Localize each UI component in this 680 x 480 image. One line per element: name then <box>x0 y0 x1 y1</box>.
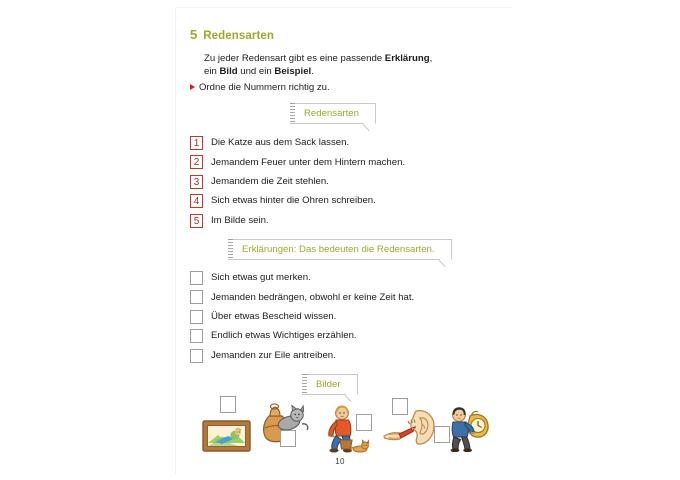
intro-line1-a: Zu jeder Redensart gibt es eine passende <box>204 52 385 64</box>
intro-bold-beispiel: Beispiel <box>274 66 312 78</box>
worksheet-content <box>190 28 490 395</box>
number-box: 4 <box>190 194 203 208</box>
bilder-strip <box>202 392 502 454</box>
number-box: 1 <box>190 136 203 150</box>
answer-box[interactable] <box>190 290 203 304</box>
picture-answer-box[interactable] <box>356 414 372 431</box>
intro-bold-bild: Bild <box>219 66 238 78</box>
label-erklaerungen-wrap <box>228 239 490 260</box>
list-item-label: Über etwas Bescheid wissen. <box>211 311 337 322</box>
erklaerungen-list <box>190 268 490 365</box>
exercise-title: Redensarten <box>203 30 274 42</box>
list-item-label: Jemandem die Zeit stehlen. <box>211 176 329 188</box>
intro-line1-b: , <box>429 52 433 64</box>
list-item <box>190 288 490 307</box>
list-item-label: Im Bilde sein. <box>211 214 269 226</box>
list-item <box>190 307 490 326</box>
exercise-number: 5 <box>190 27 198 42</box>
answer-box[interactable] <box>190 349 203 363</box>
picture-answer-box[interactable] <box>434 426 450 443</box>
list-item-label: Jemanden zur Eile antreiben. <box>211 349 336 361</box>
number-box: 5 <box>190 214 203 228</box>
person-carrying-clock-illustration <box>440 404 494 452</box>
task-instruction-text: Ordne die Nummern richtig zu. <box>199 81 330 93</box>
list-item <box>190 211 490 230</box>
triangle-bullet-icon <box>190 84 195 90</box>
list-item-label: Die Katze aus dem Sack lassen. <box>211 137 350 149</box>
intro-line2-a: ein <box>204 66 220 78</box>
list-item <box>190 192 490 211</box>
picture-answer-box[interactable] <box>220 396 236 413</box>
intro-bold-erklaerung: Erklärung <box>384 52 430 64</box>
label-bilder: Bilder <box>302 374 358 395</box>
picture-answer-box[interactable] <box>280 430 296 447</box>
list-item <box>190 346 490 365</box>
page-title <box>190 28 490 43</box>
list-item-label: Sich etwas gut merken. <box>211 272 311 284</box>
number-box: 2 <box>190 155 203 169</box>
answer-box[interactable] <box>190 271 203 285</box>
list-item <box>190 153 490 172</box>
list-item <box>190 172 490 191</box>
list-item <box>190 268 490 287</box>
intro-paragraph <box>204 52 490 79</box>
list-item-label: Jemanden bedrängen, obwohl er keine Zeit hat. <box>211 291 415 303</box>
answer-box[interactable] <box>190 329 203 343</box>
number-box: 3 <box>190 175 203 189</box>
intro-line2-c: . <box>311 66 314 78</box>
framed-picture-illustration <box>202 416 254 452</box>
list-item-label: Jemandem Feuer unter dem Hintern machen. <box>211 156 406 168</box>
list-item <box>190 326 490 345</box>
list-item-label: Sich etwas hinter die Ohren schreiben. <box>211 195 376 207</box>
person-on-stool-illustration <box>320 404 374 454</box>
answer-box[interactable] <box>190 310 203 324</box>
picture-answer-box[interactable] <box>392 398 408 415</box>
cat-out-of-sack-illustration <box>258 402 310 446</box>
page-number: 10 <box>335 457 345 466</box>
list-item <box>190 133 490 152</box>
task-instruction <box>190 81 490 95</box>
hand-writing-behind-ear-illustration <box>380 408 438 448</box>
list-item-label: Endlich etwas Wichtiges erzählen. <box>211 330 357 342</box>
redensarten-list <box>190 133 490 230</box>
label-redensarten: Redensarten <box>290 103 376 124</box>
intro-line2-b: und ein <box>237 66 275 78</box>
label-redensarten-wrap <box>290 103 490 124</box>
label-erklaerungen: Erklärungen: Das bedeuten die Redensarten. <box>228 239 452 260</box>
